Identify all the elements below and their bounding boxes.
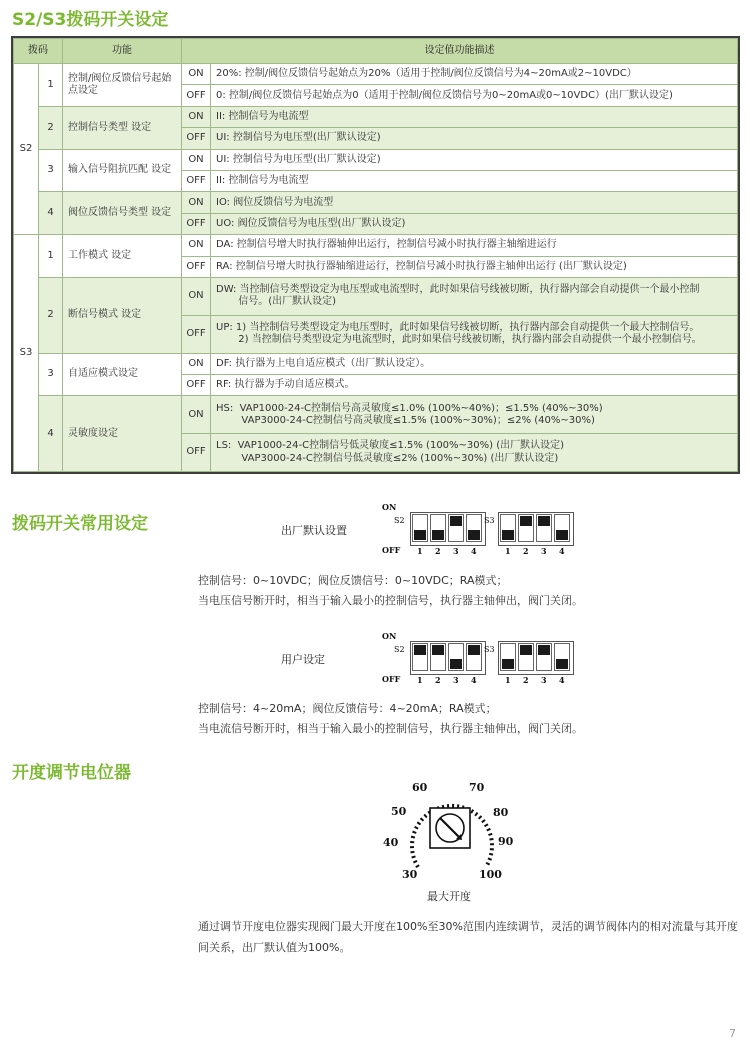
function-cell: 输入信号阻抗匹配 设定 xyxy=(63,149,182,192)
dip-bank-s3-label: S3 xyxy=(484,645,495,654)
dip-bank-s2-label: S2 xyxy=(394,516,405,525)
off-description-cell xyxy=(211,85,738,106)
dial-caption: 最大开度 xyxy=(427,890,471,903)
dip-switch[interactable] xyxy=(448,643,464,671)
state-off-cell: OFF xyxy=(182,85,211,106)
dip-switch-knob xyxy=(432,530,444,540)
header-description: 设定值功能描述 xyxy=(182,39,738,64)
on-description-text: HS: VAP1000-24-C控制信号高灵敏度≤1.0% (100%~40%)；≤1.5% (40%~30%) VAP3000-24-C控制信号高灵敏度≤1.5% (100%~30%)；≤2% (40%~30%) xyxy=(216,402,603,426)
dip-switch[interactable] xyxy=(412,514,428,542)
off-description-cell xyxy=(211,171,738,192)
on-description-text: DW: 当控制信号类型设定为电压型或电流型时，此时如果信号线被切断，执行器内部会自动提供一个最小控制 信号。(出厂默认设定) xyxy=(216,284,700,308)
dip-switch-knob xyxy=(414,645,426,655)
table-row xyxy=(14,149,738,170)
switch-number-cell: 4 xyxy=(39,192,63,235)
switch-number-cell: 3 xyxy=(39,149,63,192)
off-description-text: UO: 阀位反馈信号为电压型(出厂默认设定) xyxy=(216,217,406,229)
state-off-cell: OFF xyxy=(182,434,211,472)
dip-switch-knob xyxy=(468,530,480,540)
dip-switch[interactable] xyxy=(500,514,516,542)
dip-switch[interactable] xyxy=(536,514,552,542)
dip-switch-knob xyxy=(432,645,444,655)
state-on-cell: ON xyxy=(182,235,211,256)
dip-switch-knob xyxy=(502,659,514,669)
switch-number-cell: 2 xyxy=(39,278,63,353)
factory-default-label: 出厂默认设置 xyxy=(281,524,347,537)
off-description-text: 0: 控制/阀位反馈信号起始点为0（适用于控制/阀位反馈信号为0~20mA或0~10VDC）(出厂默认设定) xyxy=(216,89,673,101)
switch-number-cell: 1 xyxy=(39,235,63,278)
dip-switch-knob xyxy=(538,516,550,526)
dip-switch-number: 4 xyxy=(471,546,477,556)
dip-switch[interactable] xyxy=(518,514,534,542)
state-on-cell: ON xyxy=(182,192,211,213)
state-off-cell: OFF xyxy=(182,128,211,149)
dip-switch-knob xyxy=(450,659,462,669)
off-description-text: UP: 1) 当控制信号类型设定为电压型时，此时如果信号线被切断，执行器内部会自动提供一个最大控制信号。 2) 当控制信号类型设定为电流型时，此时如果信号线被切断，执行器内部会自动提供一个最小控制信号。 xyxy=(216,321,702,346)
dial-label-40: 40 xyxy=(383,836,399,849)
table-row xyxy=(14,396,738,434)
page-number: 7 xyxy=(729,1027,736,1040)
header-function: 功能 xyxy=(63,39,182,64)
dip-switch-number: 2 xyxy=(523,546,529,556)
switch-number-cell: 4 xyxy=(39,396,63,472)
table-row xyxy=(14,64,738,85)
on-description-cell xyxy=(211,396,738,434)
function-cell: 阀位反馈信号类型 设定 xyxy=(63,192,182,235)
factory-desc-line-2: 当电压信号断开时，相当于输入最小的控制信号，执行器主轴伸出，阀门关闭。 xyxy=(198,594,583,607)
dip-switch-number: 1 xyxy=(417,675,423,685)
dip-switch-number: 4 xyxy=(559,675,565,685)
dip-off-label: OFF xyxy=(382,674,401,684)
dip-switch-number: 3 xyxy=(541,546,547,556)
on-description-text: II: 控制信号为电流型 xyxy=(216,110,309,122)
dip-switch[interactable] xyxy=(500,643,516,671)
dip-switch-knob xyxy=(538,645,550,655)
dip-switch[interactable] xyxy=(536,643,552,671)
dip-switch[interactable] xyxy=(430,643,446,671)
dial-label-90: 90 xyxy=(498,835,514,848)
off-description-text: UI: 控制信号为电压型(出厂默认设定) xyxy=(216,132,381,144)
user-description xyxy=(198,699,583,739)
off-description-text: LS: VAP1000-24-C控制信号低灵敏度≤1.5% (100%~30%) (出厂默认设定) VAP3000-24-C控制信号低灵敏度≤2% (100%~30%) (出厂默认设定) xyxy=(216,440,565,464)
function-cell: 控制信号类型 设定 xyxy=(63,106,182,149)
user-desc-line-2: 当电流信号断开时，相当于输入最小的控制信号，执行器主轴伸出，阀门关闭。 xyxy=(198,722,583,735)
on-description-cell xyxy=(211,149,738,170)
table-row xyxy=(14,192,738,213)
dip-switch-knob xyxy=(556,530,568,540)
state-off-cell: OFF xyxy=(182,213,211,234)
dip-switch[interactable] xyxy=(554,643,570,671)
section-title-dip-switch: S2/S3拨码开关设定 xyxy=(12,10,169,30)
state-off-cell: OFF xyxy=(182,374,211,395)
table-row xyxy=(14,235,738,256)
function-cell: 自适应模式设定 xyxy=(63,353,182,396)
switch-number-cell: 2 xyxy=(39,106,63,149)
state-on-cell: ON xyxy=(182,353,211,374)
off-description-cell xyxy=(211,128,738,149)
table-body xyxy=(14,64,738,472)
dip-switch-number: 1 xyxy=(505,675,511,685)
state-off-cell: OFF xyxy=(182,256,211,277)
dip-switch[interactable] xyxy=(412,643,428,671)
state-off-cell: OFF xyxy=(182,171,211,192)
dip-switch-number: 3 xyxy=(453,546,459,556)
dip-switch-knob xyxy=(520,516,532,526)
dip-off-label: OFF xyxy=(382,545,401,555)
potentiometer-dial-icon xyxy=(396,782,508,882)
dip-switch-knob xyxy=(468,645,480,655)
dip-switch-table xyxy=(11,36,740,474)
dial-label-100: 100 xyxy=(479,868,502,881)
table-row xyxy=(14,353,738,374)
dip-switch-number: 1 xyxy=(417,546,423,556)
dip-switch[interactable] xyxy=(466,643,482,671)
dip-switch-number: 3 xyxy=(541,675,547,685)
section-title-potentiometer: 开度调节电位器 xyxy=(12,763,131,783)
dip-switch[interactable] xyxy=(518,643,534,671)
dip-switch-knob xyxy=(414,530,426,540)
state-on-cell: ON xyxy=(182,64,211,85)
off-description-cell xyxy=(211,256,738,277)
on-description-text: UI: 控制信号为电压型(出厂默认设定) xyxy=(216,153,381,165)
dip-switch-number: 2 xyxy=(435,546,441,556)
switch-bank-cell: S2 xyxy=(14,64,39,235)
state-on-cell: ON xyxy=(182,278,211,316)
switch-bank-cell: S3 xyxy=(14,235,39,472)
on-description-text: DF: 执行器为上电自适应模式（出厂默认设定）。 xyxy=(216,357,431,369)
on-description-text: DA: 控制信号增大时执行器轴伸出运行，控制信号减小时执行器主轴缩进运行 xyxy=(216,239,557,251)
dip-switch-number: 3 xyxy=(453,675,459,685)
switch-number-cell: 1 xyxy=(39,64,63,107)
dip-switch-number: 4 xyxy=(559,546,565,556)
table-row xyxy=(14,278,738,316)
dial-label-50: 50 xyxy=(391,805,407,818)
function-cell: 灵敏度设定 xyxy=(63,396,182,472)
on-description-cell xyxy=(211,235,738,256)
off-description-text: RA: 控制信号增大时执行器轴缩进运行，控制信号减小时执行器主轴伸出运行 (出厂默认设定) xyxy=(216,260,627,272)
header-switch: 拨码 xyxy=(14,39,63,64)
off-description-text: II: 控制信号为电流型 xyxy=(216,175,309,187)
dial-label-80: 80 xyxy=(493,806,509,819)
user-desc-line-1: 控制信号：4~20mA；阀位反馈信号：4~20mA；RA模式； xyxy=(198,702,497,715)
dial-label-70: 70 xyxy=(469,781,485,794)
on-description-cell xyxy=(211,192,738,213)
off-description-cell xyxy=(211,213,738,234)
on-description-cell xyxy=(211,106,738,127)
factory-dip-switches xyxy=(382,502,582,558)
on-description-cell xyxy=(211,64,738,85)
dial-label-60: 60 xyxy=(412,781,428,794)
dip-bank-s2-label: S2 xyxy=(394,645,405,654)
dip-on-label: ON xyxy=(382,631,397,641)
function-cell: 断信号模式 设定 xyxy=(63,278,182,353)
dip-on-label: ON xyxy=(382,502,397,512)
off-description-cell xyxy=(211,434,738,472)
dip-switch-number: 1 xyxy=(505,546,511,556)
dip-switch[interactable] xyxy=(430,514,446,542)
state-off-cell: OFF xyxy=(182,315,211,353)
dip-bank-s3-label: S3 xyxy=(484,516,495,525)
on-description-text: 20%: 控制/阀位反馈信号起始点为20%（适用于控制/阀位反馈信号为4~20mA或2~10VDC） xyxy=(216,68,637,80)
dip-switch-knob xyxy=(502,530,514,540)
dip-switch-number: 2 xyxy=(523,675,529,685)
dip-switch-number: 4 xyxy=(471,675,477,685)
dip-switch-knob xyxy=(450,516,462,526)
switch-number-cell: 3 xyxy=(39,353,63,396)
factory-description xyxy=(198,571,583,611)
off-description-text: RF: 执行器为手动自适应模式。 xyxy=(216,379,355,391)
on-description-cell xyxy=(211,278,738,316)
section-title-common-settings: 拨码开关常用设定 xyxy=(12,514,148,534)
dip-switch[interactable] xyxy=(466,514,482,542)
potentiometer-description: 通过调节开度电位器实现阀门最大开度在100%至30%范围内连续调节，灵活的调节阀体内的相对流量与其开度间关系，出厂默认值为100%。 xyxy=(198,920,738,954)
state-on-cell: ON xyxy=(182,106,211,127)
dip-switch-number: 2 xyxy=(435,675,441,685)
state-on-cell: ON xyxy=(182,149,211,170)
dip-switch-knob xyxy=(520,645,532,655)
user-dip-switches xyxy=(382,631,582,687)
dip-switch[interactable] xyxy=(554,514,570,542)
factory-desc-line-1: 控制信号：0~10VDC；阀位反馈信号：0~10VDC；RA模式； xyxy=(198,574,508,587)
user-setting-label: 用户设定 xyxy=(281,653,325,666)
dial-label-30: 30 xyxy=(402,868,418,881)
on-description-cell xyxy=(211,353,738,374)
dip-switch-knob xyxy=(556,659,568,669)
function-cell: 工作模式 设定 xyxy=(63,235,182,278)
table-header-row xyxy=(14,39,738,64)
on-description-text: IO: 阀位反馈信号为电流型 xyxy=(216,196,334,208)
dip-switch[interactable] xyxy=(448,514,464,542)
state-on-cell: ON xyxy=(182,396,211,434)
function-cell: 控制/阀位反馈信号起始点设定 xyxy=(63,64,182,107)
off-description-cell xyxy=(211,374,738,395)
table-row xyxy=(14,106,738,127)
off-description-cell xyxy=(211,315,738,353)
